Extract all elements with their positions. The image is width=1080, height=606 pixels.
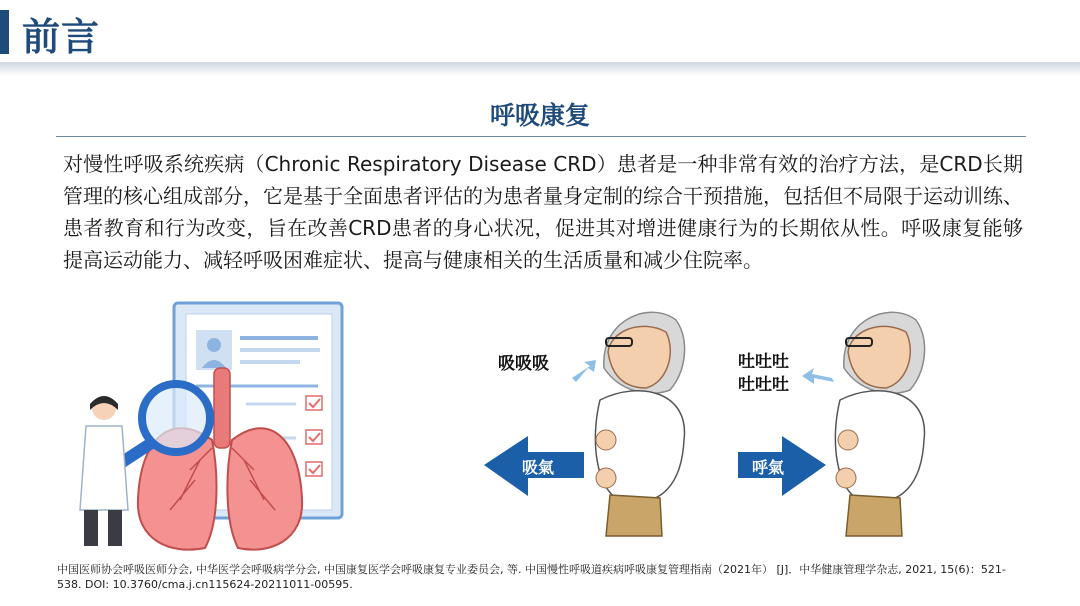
reference-citation: 中国医师协会呼吸医师分会, 中华医学会呼吸病学分会, 中国康复医学会呼吸康复专业委员会, 等. 中国慢性呼吸道疾病呼吸康复管理指南（2021年） [J]．中华健康管理学杂志, 2021, 15(6)：521-538. DOI: 10.3760/cma.j.cn115624-20211011-00595. — [57, 563, 1006, 591]
page-title: 前言 — [22, 15, 101, 59]
inhale-sound-label: 吸吸吸 — [498, 354, 549, 374]
exhale-sound-label-2: 吐吐吐 — [738, 375, 789, 395]
inhale-small-arrow — [572, 360, 596, 382]
exhale-sound-label-1: 吐吐吐 — [738, 352, 789, 372]
section-title: 呼吸康复 — [489, 101, 590, 130]
intro-paragraph: 对慢性呼吸系统疾病（Chronic Respiratory Disease CRD）患者是一种非常有效的治疗方法，是CRD长期管理的核心组成部分，它是基于全面患者评估的为患者量身定制的综合干预措施，包括但不局限于运动训练、患者教育和行为改变，旨在改善CRD患者的身心状况，促进其对增进健康行为的长期依从性。呼吸康复能够提高运动能力、减轻呼吸困难症状、提高与健康相关的生活质量和减少住院率。 — [63, 152, 1023, 272]
inhale-person-figure — [595, 312, 684, 536]
exhale-label: 呼氣 — [752, 458, 785, 477]
inhale-label: 吸氣 — [522, 458, 555, 477]
exhale-small-arrow — [802, 368, 834, 384]
exhale-person-figure — [835, 312, 924, 536]
